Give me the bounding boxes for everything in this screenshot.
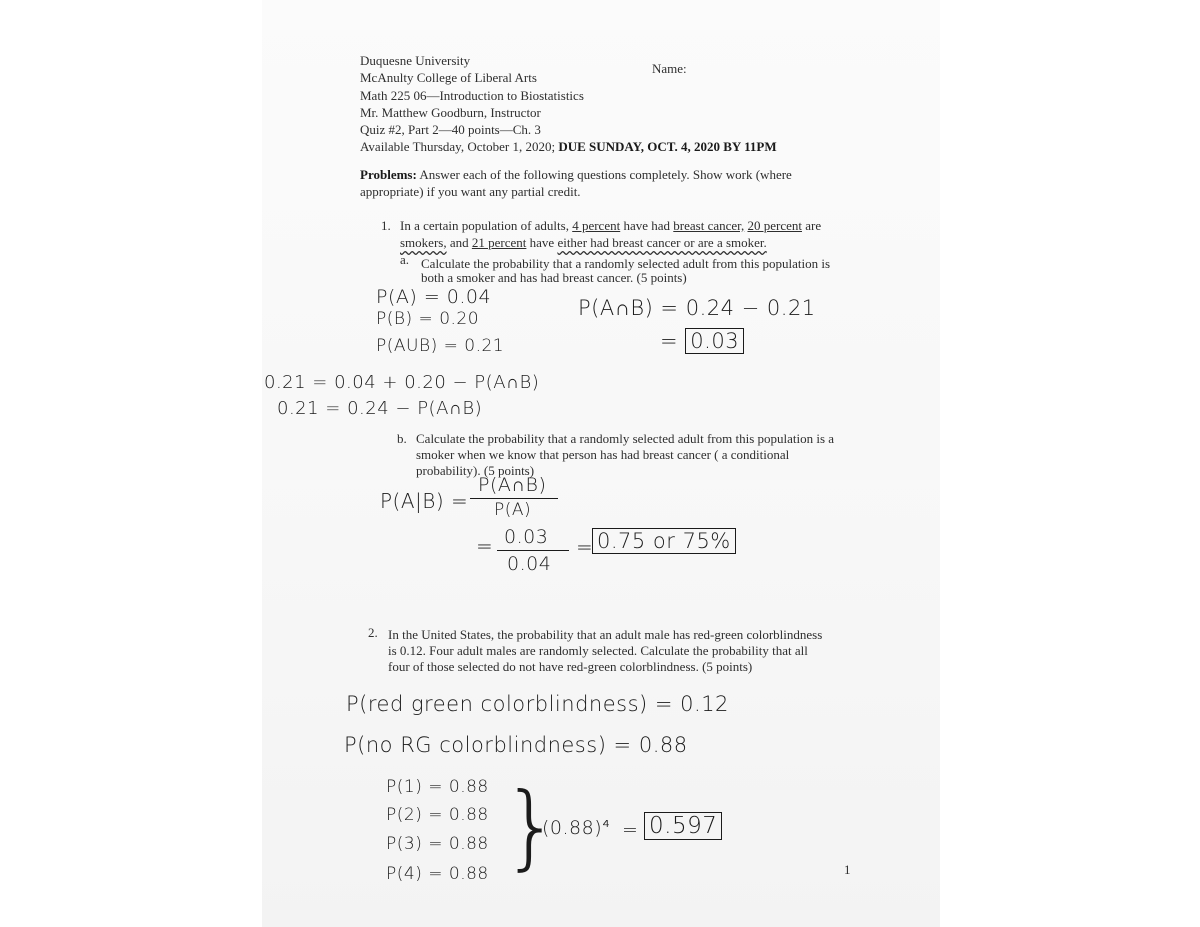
hw-p4: P(4) = 0.88 [386,864,489,884]
q1b-label: b. [397,431,407,446]
hw-cond-denominator: P(A) [494,500,532,520]
problems-intro-line2: appropriate) if you want any partial credit. [360,184,581,199]
problems-intro-line1 [360,167,792,182]
problems-intro-text: Answer each of the following questions completely. Show work (where [419,167,792,182]
problems-label: Problems: [360,167,417,182]
hw-pab-equation: P(A∩B) = 0.24 − 0.21 [578,296,816,320]
available-text: Available Thursday, October 1, 2020; [360,139,556,154]
hw-cond-answer-box: 0.75 or 75% [592,528,736,554]
header-line-quiz: Quiz #2, Part 2—40 points—Ch. 3 [360,122,541,137]
header-line-college: McAnulty College of Liberal Arts [360,70,537,85]
q1a-line2: both a smoker and has had breast cancer. (5 points) [421,270,687,285]
q1-highlight-breast-cancer: breast cancer, [673,218,745,233]
q1-text-part: have had [623,218,671,233]
hw-cond-numerator: P(A∩B) [478,474,547,496]
q2-line1: In the United States, the probability that an adult male has red-green colorblindness [388,627,823,642]
hw-p2: P(2) = 0.88 [386,805,489,825]
due-date: DUE SUNDAY, OCT. 4, 2020 BY 11PM [558,139,777,154]
q1b-line1: Calculate the probability that a randomly selected adult from this population is a [416,431,835,446]
q1b-line2: smoker when we know that person has had breast cancer ( a conditional [416,447,790,462]
hw-cond-lhs: P(A|B) = [380,489,469,513]
hw-step1: 0.21 = 0.04 + 0.20 − P(A∩B) [264,372,540,393]
hw-step2: 0.21 = 0.24 − P(A∩B) [277,398,483,419]
hw-fraction-bar-2 [497,550,569,551]
name-label: Name: [652,61,687,76]
q1-text-part: are [805,218,822,233]
hw-paub: P(AUB) = 0.21 [376,336,505,356]
q2-line2: is 0.12. Four adult males are randomly selected. Calculate the probability that all [388,643,808,658]
q1-highlight-4pct: 4 percent [572,218,621,233]
q1-text-part: have [529,235,555,250]
q1-text-part: In a certain population of adults, [400,218,569,233]
header-line-instructor: Mr. Matthew Goodburn, Instructor [360,105,541,120]
q1a-line1: Calculate the probability that a randomly selected adult from this population is [421,256,831,271]
q1b-line3: probability). (5 points) [416,463,535,478]
hw-pb: P(B) = 0.20 [376,309,480,329]
hw-brace: } [502,773,562,880]
hw-p-no-rg: P(no RG colorblindness) = 0.88 [344,733,688,757]
page-number: 1 [844,862,851,877]
hw-p1: P(1) = 0.88 [386,777,489,797]
q2-number: 2. [368,625,378,640]
q1-highlight-21pct: 21 percent [471,235,527,250]
hw-pab-result [660,329,744,353]
hw-final-answer-box: 0.597 [644,812,722,840]
q2-line3: four of those selected do not have red-green colorblindness. (5 points) [388,659,753,674]
header-line-course: Math 225 06—Introduction to Biostatistics [360,88,584,103]
q1-line2 [400,235,767,250]
hw-eq-sign: = [660,329,679,353]
q1a-label: a. [400,252,410,267]
hw-fraction-bar [470,498,558,499]
hw-eq3: = [576,535,594,559]
header-available-line [360,139,777,154]
header-line-university: Duquesne University [360,53,471,68]
q1-highlight-either: either had breast cancer or are a smoker. [557,235,767,250]
hw-p-rg: P(red green colorblindness) = 0.12 [346,692,729,716]
q1-line1 [400,218,821,233]
hw-power: (0.88)⁴ [542,817,611,839]
q1-highlight-smokers: smokers, [400,235,447,250]
hw-denominator-2: 0.04 [507,553,552,575]
hw-eq-final: = [622,819,639,841]
hw-pa: P(A) = 0.04 [376,286,492,308]
hw-pab-answer-box: 0.03 [685,328,744,354]
q1-highlight-20pct: 20 percent [747,218,802,233]
hw-eq2: = [476,534,494,558]
hw-numerator-2: 0.03 [504,526,549,548]
hw-p3: P(3) = 0.88 [386,834,489,854]
q1-text-part: and [449,235,469,250]
q1-number: 1. [381,218,391,233]
